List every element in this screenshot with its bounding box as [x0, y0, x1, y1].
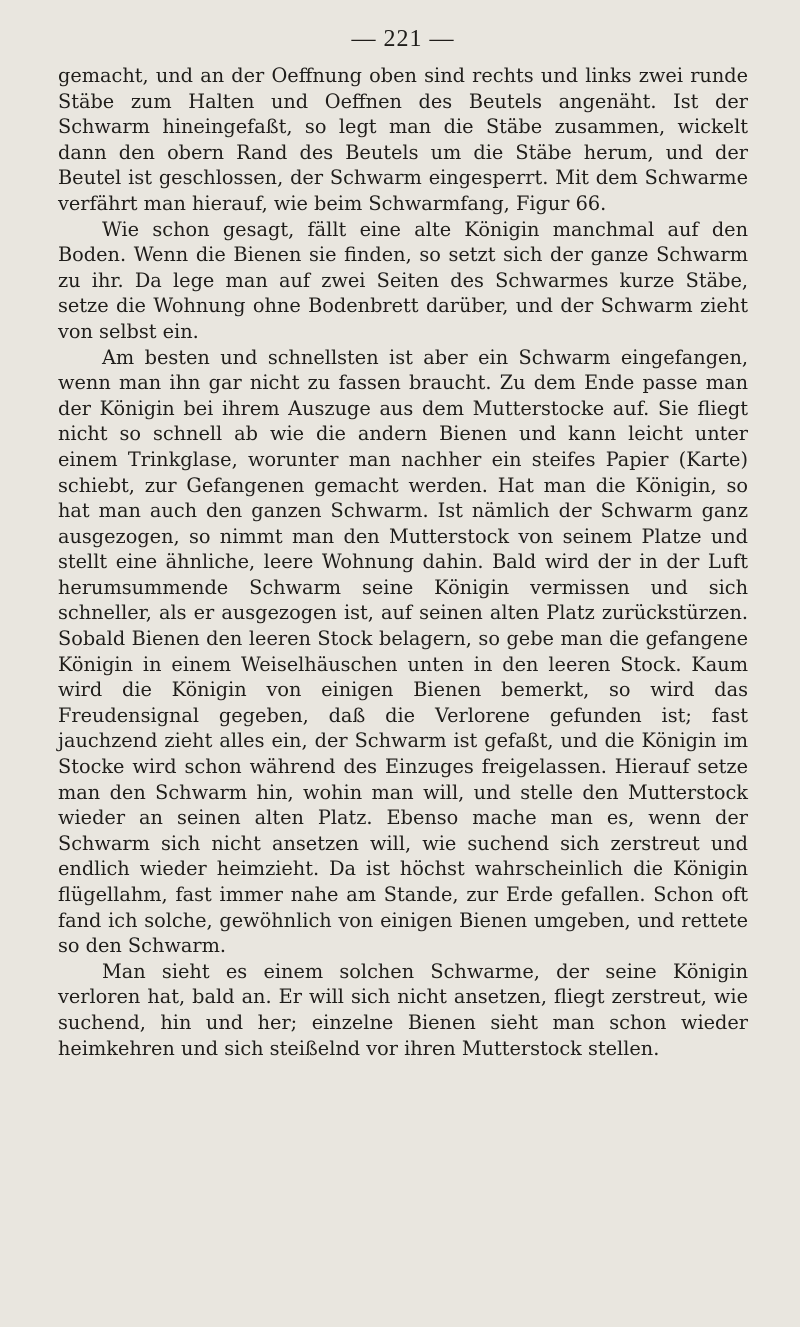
body-text [58, 63, 748, 1061]
paragraph-4: Man sieht es einem solchen Schwarme, der seine Königin verloren hat, bald an. Er will sich nicht ansetzen, fliegt zerstreut, wie suchend, hin und her; einzelne Bienen sieht man schon wieder heimkehren und sich steißelnd vor ihren Mutterstock stellen. [58, 959, 748, 1060]
page-number: — 221 — [351, 26, 455, 52]
paragraph-2: Wie schon gesagt, fällt eine alte Königin manchmal auf den Boden. Wenn die Bienen sie finden, so setzt sich der ganze Schwarm zu ihr. Da lege man auf zwei Seiten des Schwarmes kurze Stäbe, setze die Wohnung ohne Bodenbrett darüber, und der Schwarm zieht von selbst ein. [58, 217, 748, 343]
paragraph-1: gemacht, und an der Oeffnung oben sind rechts und links zwei runde Stäbe zum Halten und Oeffnen des Beutels angenäht. Ist der Schwarm hineingefaßt, so legt man die Stäbe zusammen, wickelt dann den obern Rand des Beutels um die Stäbe herum, und der Beutel ist geschlossen, der Schwarm eingesperrt. Mit dem Schwarme verfährt man hierauf, wie beim Schwarmfang, Figur 66. [58, 64, 748, 215]
paragraph-3: Am besten und schnellsten ist aber ein Schwarm eingefangen, wenn man ihn gar nicht zu fassen braucht. Zu dem Ende passe man der Königin bei ihrem Auszuge aus dem Mutterstocke auf. Sie fliegt nicht so schnell ab wie die andern Bienen und kann leicht unter einem Trinkglase, worunter man nachher ein steifes Papier (Karte) schiebt, zur Gefangenen gemacht werden. Hat man die Königin, so hat man auch den ganzen Schwarm. Ist nämlich der Schwarm ganz ausgezogen, so nimmt man den Mutterstock von seinem Platze und stellt eine ähnliche, leere Wohnung dahin. Bald wird der in der Luft herumsummende Schwarm seine Königin vermissen und sich schneller, als er ausgezogen ist, auf seinen alten Platz zurückstürzen. Sobald Bienen den leeren Stock belagern, so gebe man die gefangene Königin in einem Weiselhäuschen unten in den leeren Stock. Kaum wird die Königin von einigen Bienen bemerkt, so wird das Freudensignal gegeben, daß die Verlorene gefunden ist; fast jauchzend zieht alles ein, der Schwarm ist gefaßt, und die Königin im Stocke wird schon während des Einzuges freigelassen. Hierauf setze man den Schwarm hin, wohin man will, und stelle den Mutterstock wieder an seinen alten Platz. Ebenso mache man es, wenn der Schwarm sich nicht ansetzen will, wie suchend sich zerstreut und endlich wieder heimzieht. Da ist höchst wahrscheinlich die Königin flügellahm, fast immer nahe am Stande, zur Erde gefallen. Schon oft fand ich solche, gewöhnlich von einigen Bienen umgeben, und rettete so den Schwarm. [58, 345, 748, 958]
